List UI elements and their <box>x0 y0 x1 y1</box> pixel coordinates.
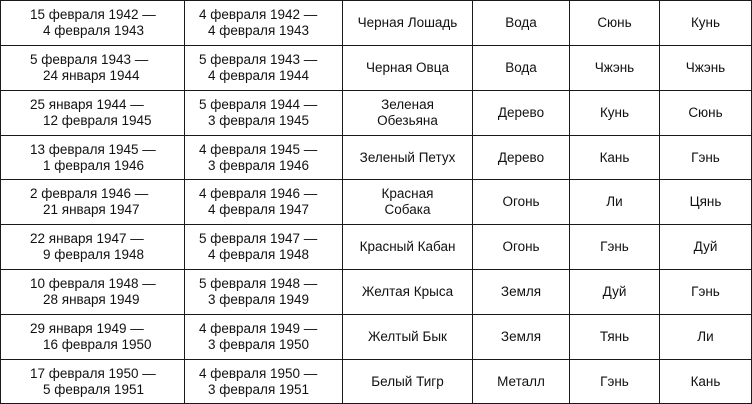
cell-lunar-year-dates <box>1 1 185 46</box>
cell-stem-trigram: Ли <box>570 180 660 225</box>
date-range-end: 4 февраля 1943 <box>208 23 310 38</box>
date-range-end: 4 февраля 1948 <box>208 247 310 262</box>
cell-lunar-year-dates <box>1 270 185 315</box>
cell-lunar-year-dates <box>1 315 185 360</box>
table-row <box>1 136 752 180</box>
date-range-start: 22 января 1947 — <box>30 231 144 246</box>
date-range-start: 5 февраля 1943 — <box>199 52 318 67</box>
cell-element: Земля <box>473 270 570 315</box>
cell-stem-trigram: Дуй <box>570 270 660 315</box>
table-row <box>1 270 752 315</box>
date-range-end: 16 февраля 1950 <box>43 337 152 352</box>
cell-branch-trigram: Ли <box>660 315 752 360</box>
date-range-start: 5 февраля 1943 — <box>30 52 149 67</box>
cell-stem-trigram: Гэнь <box>570 225 660 270</box>
date-range-start: 4 февраля 1950 — <box>199 365 318 381</box>
cell-element: Дерево <box>473 91 570 136</box>
table-row <box>1 225 752 270</box>
cell-lunar-year-dates <box>1 136 185 180</box>
date-range-end: 3 февраля 1946 <box>208 157 310 173</box>
cell-solar-year-dates <box>185 270 343 315</box>
table-body <box>1 1 752 404</box>
date-range-end: 28 января 1949 <box>43 292 140 307</box>
date-range-end: 4 февраля 1943 <box>43 23 145 38</box>
cell-lunar-year-dates <box>1 225 185 270</box>
date-range-end: 3 февраля 1949 <box>208 292 310 307</box>
cell-branch-trigram: Кунь <box>660 1 752 46</box>
table-row <box>1 360 752 404</box>
date-range-end: 5 февраля 1951 <box>43 381 145 397</box>
cell-lunar-year-dates <box>1 180 185 225</box>
date-range-end: 21 января 1947 <box>43 202 140 217</box>
date-range-start: 13 февраля 1945 — <box>30 141 156 157</box>
table-row <box>1 46 752 91</box>
cell-branch-trigram: Дуй <box>660 225 752 270</box>
cell-branch-trigram: Гэнь <box>660 270 752 315</box>
date-range-end: 3 февраля 1951 <box>208 381 310 397</box>
cell-element: Земля <box>473 315 570 360</box>
cell-solar-year-dates <box>185 180 343 225</box>
date-range-start: 2 февраля 1946 — <box>30 186 149 201</box>
date-range-start: 4 февраля 1945 — <box>199 141 318 157</box>
date-range-end: 1 февраля 1946 <box>43 157 145 173</box>
cell-stem-trigram: Чжэнь <box>570 46 660 91</box>
cell-branch-trigram: Кань <box>660 360 752 404</box>
cell-lunar-year-dates <box>1 360 185 404</box>
date-range-start: 29 января 1949 — <box>30 321 144 336</box>
cell-animal: Желтый Бык <box>343 315 473 360</box>
cell-animal: Красный Кабан <box>343 225 473 270</box>
date-range-start: 25 января 1944 — <box>30 97 144 112</box>
cell-animal: Черная Лошадь <box>343 1 473 46</box>
cell-branch-trigram: Гэнь <box>660 136 752 180</box>
cell-solar-year-dates <box>185 1 343 46</box>
cell-lunar-year-dates <box>1 46 185 91</box>
cell-solar-year-dates <box>185 136 343 180</box>
table-row <box>1 180 752 225</box>
date-range-start: 4 февраля 1946 — <box>199 186 318 201</box>
cell-solar-year-dates <box>185 315 343 360</box>
cell-solar-year-dates <box>185 91 343 136</box>
date-range-end: 3 февраля 1945 <box>208 113 310 128</box>
cell-solar-year-dates <box>185 46 343 91</box>
cell-stem-trigram: Тянь <box>570 315 660 360</box>
cell-branch-trigram: Чжэнь <box>660 46 752 91</box>
cell-animal: Желтая Крыса <box>343 270 473 315</box>
date-range-start: 10 февраля 1948 — <box>30 276 156 291</box>
date-range-start: 17 февраля 1950 — <box>30 365 156 381</box>
date-range-end: 24 января 1944 <box>43 68 140 83</box>
cell-animal: Белый Тигр <box>343 360 473 404</box>
date-range-start: 5 февраля 1944 — <box>199 97 318 112</box>
table-row <box>1 91 752 136</box>
date-range-start: 4 февраля 1942 — <box>199 7 318 22</box>
date-range-end: 4 февраля 1947 <box>208 202 310 217</box>
cell-solar-year-dates <box>185 360 343 404</box>
date-range-end: 12 февраля 1945 <box>43 113 152 128</box>
cell-lunar-year-dates <box>1 91 185 136</box>
date-range-end: 9 февраля 1948 <box>43 247 145 262</box>
date-range-start: 4 февраля 1949 — <box>199 321 318 336</box>
cell-branch-trigram: Цянь <box>660 180 752 225</box>
cell-solar-year-dates <box>185 225 343 270</box>
cell-animal: Зеленая Обезьяна <box>343 91 473 136</box>
cell-element: Вода <box>473 46 570 91</box>
cell-element: Вода <box>473 1 570 46</box>
cell-animal: Зеленый Петух <box>343 136 473 180</box>
cell-stem-trigram: Кань <box>570 136 660 180</box>
cell-element: Металл <box>473 360 570 404</box>
table-row <box>1 1 752 46</box>
cell-stem-trigram: Сюнь <box>570 1 660 46</box>
cell-element: Дерево <box>473 136 570 180</box>
date-range-end: 4 февраля 1944 <box>208 68 310 83</box>
date-range-start: 5 февраля 1948 — <box>199 276 318 291</box>
date-range-start: 5 февраля 1947 — <box>199 231 318 246</box>
date-range-start: 15 февраля 1942 — <box>30 7 156 22</box>
cell-element: Огонь <box>473 180 570 225</box>
cell-stem-trigram: Кунь <box>570 91 660 136</box>
cell-stem-trigram: Гэнь <box>570 360 660 404</box>
cell-element: Огонь <box>473 225 570 270</box>
cell-animal: Красная Собака <box>343 180 473 225</box>
cell-animal: Черная Овца <box>343 46 473 91</box>
cell-branch-trigram: Сюнь <box>660 91 752 136</box>
date-range-end: 3 февраля 1950 <box>208 337 310 352</box>
table-row <box>1 315 752 360</box>
